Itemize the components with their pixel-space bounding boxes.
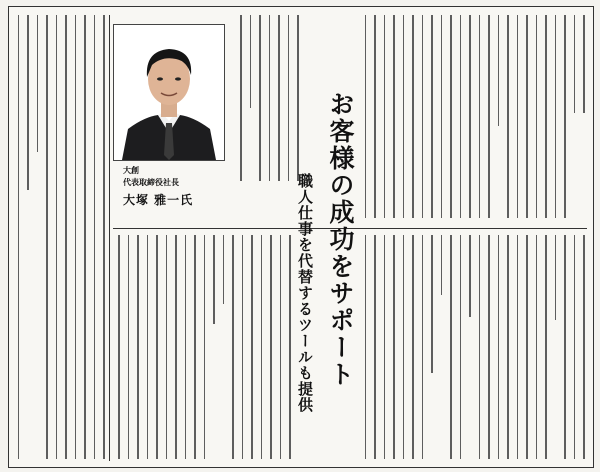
text-line bbox=[270, 235, 272, 459]
text-line bbox=[412, 15, 414, 218]
text-line bbox=[240, 15, 242, 181]
text-line bbox=[488, 15, 490, 218]
text-line bbox=[128, 235, 130, 459]
text-line bbox=[175, 235, 177, 459]
text-line bbox=[393, 15, 395, 218]
text-line bbox=[431, 235, 433, 373]
text-line bbox=[94, 15, 96, 459]
text-line bbox=[103, 15, 105, 459]
text-line bbox=[185, 235, 187, 459]
text-line bbox=[204, 235, 206, 459]
text-line bbox=[422, 235, 424, 459]
text-line bbox=[289, 235, 291, 459]
text-line bbox=[374, 15, 376, 218]
article-body-left bbox=[13, 15, 107, 461]
person-name: 大塚 雅一氏 bbox=[123, 193, 194, 207]
text-line bbox=[460, 15, 462, 218]
text-line bbox=[469, 235, 471, 317]
text-line bbox=[251, 235, 253, 459]
column-rule bbox=[109, 15, 110, 461]
text-line bbox=[574, 15, 576, 113]
text-line bbox=[365, 15, 367, 218]
article-subhead: 職人仕事を代替するツールも提供 bbox=[296, 173, 314, 413]
text-line bbox=[393, 235, 395, 459]
text-line bbox=[536, 235, 538, 459]
text-line bbox=[441, 15, 443, 218]
text-line bbox=[37, 15, 39, 152]
text-line bbox=[242, 235, 244, 459]
text-line bbox=[250, 15, 252, 108]
text-line bbox=[232, 235, 234, 459]
company-name: 大創 bbox=[123, 165, 139, 175]
text-line bbox=[450, 235, 452, 459]
text-line bbox=[574, 235, 576, 459]
text-line bbox=[460, 235, 462, 459]
text-line bbox=[384, 235, 386, 459]
text-line bbox=[545, 235, 547, 459]
text-line bbox=[288, 15, 290, 181]
text-line bbox=[450, 15, 452, 218]
newspaper-article bbox=[8, 6, 594, 468]
text-line bbox=[46, 15, 48, 459]
text-line bbox=[18, 15, 20, 459]
text-line bbox=[156, 235, 158, 459]
text-line bbox=[555, 235, 557, 320]
text-line bbox=[412, 235, 414, 459]
text-line bbox=[583, 15, 585, 113]
text-line bbox=[27, 15, 29, 190]
text-line bbox=[403, 15, 405, 218]
text-line bbox=[517, 15, 519, 218]
text-line bbox=[84, 15, 86, 459]
text-line bbox=[422, 15, 424, 218]
text-line bbox=[147, 235, 149, 459]
text-line bbox=[564, 235, 566, 459]
article-headline: お客様の成功をサポート bbox=[326, 91, 355, 388]
text-line bbox=[479, 235, 481, 459]
article-body-right-top bbox=[359, 15, 587, 220]
text-line bbox=[194, 235, 196, 459]
text-line bbox=[545, 15, 547, 218]
text-line bbox=[536, 15, 538, 218]
text-line bbox=[384, 15, 386, 218]
person-title: 代表取締役社長 bbox=[123, 177, 179, 187]
text-line bbox=[441, 235, 443, 295]
text-line bbox=[583, 235, 585, 459]
text-line bbox=[507, 235, 509, 459]
text-line bbox=[469, 15, 471, 218]
text-line bbox=[278, 15, 280, 181]
article-body-middle-bottom bbox=[113, 235, 293, 461]
text-line bbox=[65, 15, 67, 459]
text-line bbox=[517, 235, 519, 459]
text-line bbox=[213, 235, 215, 324]
text-line bbox=[269, 15, 271, 181]
text-line bbox=[479, 15, 481, 218]
text-line bbox=[374, 235, 376, 459]
text-line bbox=[403, 235, 405, 459]
text-line bbox=[498, 235, 500, 459]
text-line bbox=[118, 235, 120, 459]
text-line bbox=[526, 15, 528, 218]
text-line bbox=[75, 15, 77, 459]
text-line bbox=[166, 235, 168, 459]
text-line bbox=[259, 15, 261, 181]
text-line bbox=[223, 235, 225, 304]
text-line bbox=[56, 15, 58, 459]
text-line bbox=[498, 15, 500, 126]
text-line bbox=[137, 235, 139, 459]
article-body-right-bottom bbox=[359, 235, 587, 461]
text-line bbox=[488, 235, 490, 459]
text-line bbox=[365, 235, 367, 459]
text-line bbox=[297, 15, 299, 181]
text-line bbox=[526, 235, 528, 459]
text-line bbox=[431, 15, 433, 218]
text-line bbox=[564, 15, 566, 218]
text-line bbox=[261, 235, 263, 459]
text-line bbox=[280, 235, 282, 459]
text-line bbox=[555, 15, 557, 218]
executive-photo bbox=[113, 24, 225, 161]
text-line bbox=[507, 15, 509, 218]
article-body-middle-top bbox=[231, 15, 301, 183]
